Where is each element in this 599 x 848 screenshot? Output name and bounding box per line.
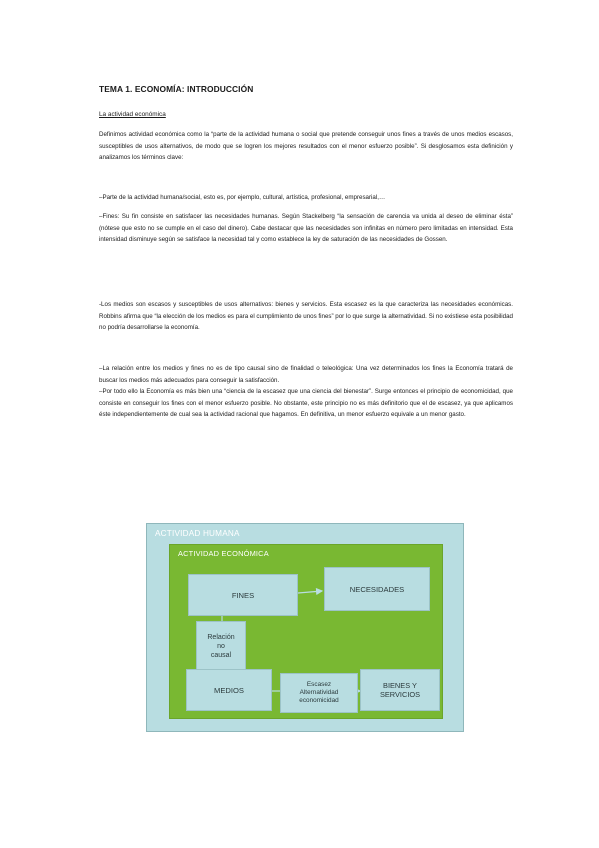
inner-box-label: ACTIVIDAD ECONÓMICA: [178, 549, 269, 558]
paragraph-fines: –Fines: Su fin consiste en satisfacer las necesidades humanas. Según Stackelberg “la sensación de carencia va unida al deseo de eliminar ésta” (nótese que esto no se cumple en el caso del dinero). Cabe destacar que las necesidades son infinitas en número pero limitadas en intensidad. Esta intensidad disminuye según se satisface la necesidad tal y como establece la ley de saturación de las necesidades de Gossen.: [99, 213, 513, 244]
paragraph-medios: -Los medios son escasos y susceptibles de usos alternativos: bienes y servicios. Esta escasez es la que caracteriza las necesidades económicas. Robbins afirma que “la elección de los medios es para el cumplimiento de unos fines” por lo que surge la alternatividad. Si no existiese esta posibilidad no podría desarrollarse la economía.: [99, 301, 513, 332]
outer-box-label: ACTIVIDAD HUMANA: [155, 529, 240, 538]
economic-activity-diagram: [146, 523, 464, 732]
inner-box-actividad-economica: [169, 544, 443, 719]
box-necesidades: NECESIDADES: [324, 567, 430, 611]
arrow-fines-necesidades: [298, 591, 322, 593]
box-fines: FINES: [188, 574, 298, 616]
paragraph-portodo: –Por todo ello la Economía es más bien una “ciencia de la escasez que una ciencia del bienestar”. Surge entonces el principio de economicidad, que consiste en conseguir los fines con el menor esfuerzo posible. No obstante, este principio no es más definitorio que el de escasez, ya que aplicamos éste independientemente de cual sea la actividad racional que hagamos. En definitiva, un menor esfuerzo equivale a un menor gasto.: [99, 388, 513, 419]
paragraph-intro: Definimos actividad económica como la “parte de la actividad humana o social que pretende conseguir unos fines a través de unos medios escasos, susceptibles de usos alternativos, de modo que se logren los mejores resultados con el menor esfuerzo posible”. Si desglosamos esta definición y analizamos los términos clave:: [99, 131, 513, 162]
box-medios: MEDIOS: [186, 669, 272, 711]
box-relacion-no-causal: Relación no causal: [196, 621, 246, 671]
box-escasez: Escasez Alternatividad economicidad: [280, 673, 358, 713]
paragraph-relacion: –La relación entre los medios y fines no es de tipo causal sino de finalidad o teleológica: Una vez determinados los fines la Economía tratará de buscar los medios más adecuados para conseguir la satisfacción.: [99, 365, 513, 384]
section-subtitle: La actividad económica: [99, 111, 166, 118]
box-bienes-servicios: BIENES Y SERVICIOS: [360, 669, 440, 711]
paragraph-parte: –Parte de la actividad humana/social, esto es, por ejemplo, cultural, artística, profesional, empresarial,…: [99, 194, 386, 201]
page-title: TEMA 1. ECONOMÍA: INTRODUCCIÓN: [99, 84, 254, 94]
outer-box-actividad-humana: [146, 523, 464, 732]
